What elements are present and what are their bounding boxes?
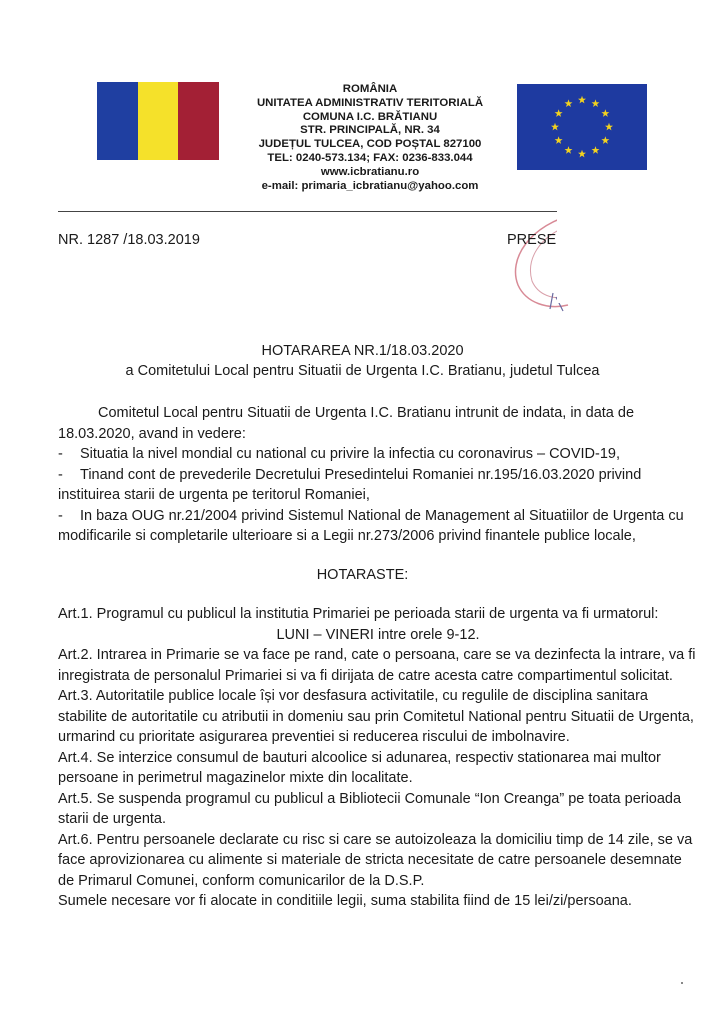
eu-star-icon (605, 123, 613, 131)
eu-star-icon (555, 136, 563, 144)
president-label: PRESE (507, 232, 557, 248)
redacted-area (557, 211, 725, 303)
flag-stripe-blue (97, 82, 138, 160)
letterhead-county: JUDEȚUL TULCEA, COD POȘTAL 827100 (258, 138, 482, 151)
flag-stripe-yellow (138, 82, 179, 160)
article-5: Art.5. Se suspenda programul cu publicul a Bibliotecii Comunale “Ion Creanga” pe toata perioada starii de urgenta. (58, 790, 682, 827)
eu-star-icon (565, 99, 573, 107)
flag-stripe-red (178, 82, 219, 160)
eu-star-icon (601, 109, 609, 117)
article-1: Art.1. Programul cu publicul la institutia Primariei pe perioada starii de urgenta va fi urmatorul: (58, 606, 659, 622)
intro-paragraph: Comitetul Local pentru Situatii de Urgenta I.C. Bratianu intrunit de indata, in data de 18.03.2020, avand in vedere: (58, 405, 635, 442)
letterhead-country: ROMÂNIA (342, 83, 398, 95)
eu-flag (517, 84, 647, 170)
article-2: Art.2. Intrarea in Primarie se va face pe rand, cate o persoana, care se va dezinfecta la intrare, va fi inregistrata de personalul Primariei si va fi dirijata de catre acesta catre compartimentul solicitat. (58, 647, 696, 684)
letterhead-phone: TEL: 0240-573.134; FAX: 0236-833.044 (267, 151, 473, 164)
margin-mark (681, 982, 683, 984)
eu-star-icon (601, 136, 609, 144)
decision-subtitle: a Comitetului Local pentru Situatii de Urgenta I.C. Bratianu, judetul Tulcea (125, 363, 600, 379)
articles-section (58, 604, 698, 912)
consideration-item: - Tinand cont de prevederile Decretului Presedintelui Romaniei nr.195/16.03.2020 privind instituirea starii de urgenta pe teritorul Romaniei, (58, 466, 642, 503)
article-1-schedule: LUNI – VINERI intre orele 9-12. (276, 626, 480, 643)
letterhead-street: STR. PRINCIPALĂ, NR. 34 (300, 124, 440, 137)
eu-star-icon (555, 109, 563, 117)
article-3: Art.3. Autoritatile publice locale își vor desfasura activitatile, cu regulile de disciplina sanitara stabilite de autoritatile cu atributii in domeniu sau prin Comitetul National pentru Situatii de Urgenta, urmarind cu prioritate asigurarea preventiei si reducerea riscului de imbolnavire. (58, 688, 694, 745)
eu-star-icon (565, 146, 573, 154)
eu-star-icon (578, 150, 586, 158)
letterhead (230, 83, 510, 193)
letterhead-web: www.icbratianu.ro (320, 165, 420, 178)
romania-flag (97, 82, 219, 160)
intro-section (58, 403, 698, 547)
consideration-item: - In baza OUG nr.21/2004 privind Sistemul National de Management al Situatiilor de Urgenta cu modificarile si completarile ulterioare si a Legii nr.273/2006 privind finantele publice locale, (58, 507, 684, 544)
eu-star-icon (592, 146, 600, 154)
eu-star-icon (578, 96, 586, 104)
eu-star-icon (551, 123, 559, 131)
consideration-item: - Situatia la nivel mondial cu national cu privire la infectia cu coronavirus – COVID-19, (58, 446, 620, 462)
letterhead-commune: COMUNA I.C. BRĂTIANU (302, 110, 438, 123)
decision-title: HOTARAREA NR.1/18.03.2020 (261, 343, 464, 359)
article-6: Art.6. Pentru persoanele declarate cu risc si care se autoizoleaza la domiciliu timp de 14 zile, se va face aprovizionarea cu alimente si materiale de stricta necesitate de catre persoanele desemnate de Primarul Comunei, conform comunicarilor de la D.S.P. (58, 831, 693, 889)
eu-star-icon (592, 99, 600, 107)
article-4: Art.4. Se interzice consumul de bauturi alcoolice si adunarea, respectiv stationarea mai multor persoane in perimetrul magazinelor mixte din localitate. (58, 749, 661, 786)
article-6-sum: Sumele necesare vor fi alocate in conditiile legii, suma stabilita fiind de 15 lei/zi/persoana. (58, 893, 632, 909)
eu-stars-icon (517, 84, 647, 170)
letterhead-unit: UNITATEA ADMINISTRATIV TERITORIALĂ (256, 96, 484, 109)
decides-heading: HOTARASTE: (316, 567, 409, 583)
letterhead-email: e-mail: primaria_icbratianu@yahoo.com (261, 179, 479, 192)
reference-number: NR. 1287 /18.03.2019 (58, 232, 200, 248)
